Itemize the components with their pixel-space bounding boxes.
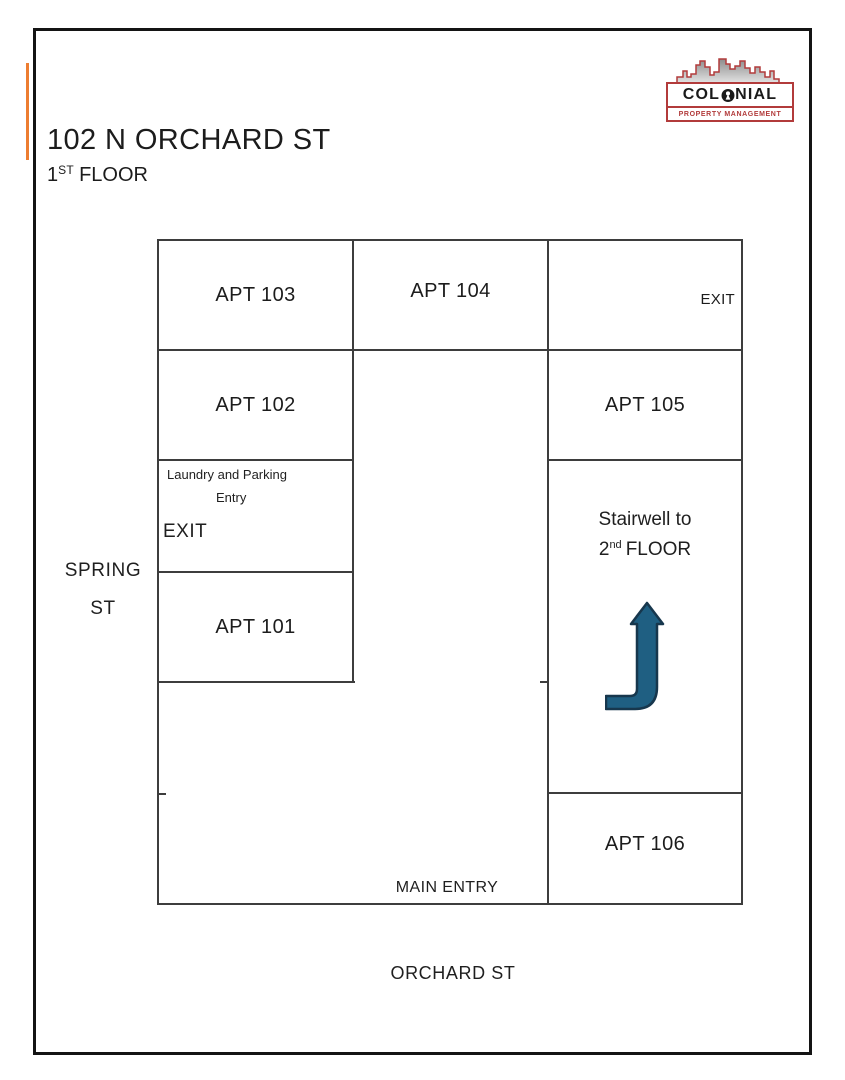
- stairwell-floor-ordinal: nd: [609, 539, 622, 551]
- street-label-line1: SPRING: [64, 560, 142, 581]
- floor-number: 1: [47, 164, 59, 186]
- stairwell-floor-number: 2: [598, 539, 610, 560]
- stairwell-floor-word: FLOOR: [625, 539, 692, 560]
- stairwell-label-line1: Stairwell to: [598, 509, 692, 530]
- keyhole-o-icon: [721, 88, 735, 103]
- wall-apt101-bottom: [157, 681, 355, 683]
- room-label: APT 101: [215, 615, 296, 638]
- floor-subtitle: [47, 163, 148, 187]
- room-apt-105: [549, 351, 741, 459]
- wall-bottom: [157, 903, 743, 905]
- exit-label: EXIT: [700, 290, 735, 308]
- stairwell-cell: [549, 461, 741, 792]
- wall-right: [741, 239, 743, 905]
- room-apt-104: [354, 237, 547, 345]
- door-tick-stairwell-wall: [540, 681, 547, 683]
- room-label: APT 102: [215, 393, 296, 416]
- main-entry-label: MAIN ENTRY: [395, 879, 499, 896]
- laundry-exit-label: EXIT: [163, 521, 208, 542]
- room-label: APT 103: [215, 283, 296, 306]
- street-label-line2: ST: [90, 598, 116, 619]
- logo-text-post: NIAL: [735, 86, 778, 103]
- page-title: 102 N ORCHARD ST: [47, 124, 331, 156]
- door-tick-left-wall: [159, 793, 166, 795]
- stairwell-label-line2: [549, 539, 741, 561]
- room-label: APT 106: [604, 832, 686, 855]
- room-label: APT 104: [410, 279, 491, 302]
- stairs-up-arrow-icon: [605, 599, 675, 715]
- laundry-label-line1: Laundry and Parking: [167, 467, 287, 482]
- street-orchard-st: ORCHARD ST: [390, 963, 516, 983]
- logo-text-pre: COL: [682, 86, 721, 103]
- floor-ordinal: ST: [58, 163, 75, 177]
- laundry-parking-cell: [159, 461, 352, 571]
- room-apt-106: [549, 794, 741, 894]
- room-apt-103: [159, 241, 352, 349]
- exit-top-right: [549, 245, 735, 353]
- company-logo: [666, 57, 794, 122]
- street-spring-st: [43, 552, 163, 628]
- room-apt-101: [159, 573, 352, 681]
- logo-tagline: PROPERTY MANAGEMENT: [666, 108, 794, 122]
- accent-bar: [26, 63, 29, 160]
- room-label: APT 105: [604, 393, 686, 416]
- floor-word: FLOOR: [79, 164, 148, 186]
- logo-wordmark: [666, 82, 794, 108]
- room-apt-102: [159, 351, 352, 459]
- laundry-label-line2: Entry: [216, 490, 247, 505]
